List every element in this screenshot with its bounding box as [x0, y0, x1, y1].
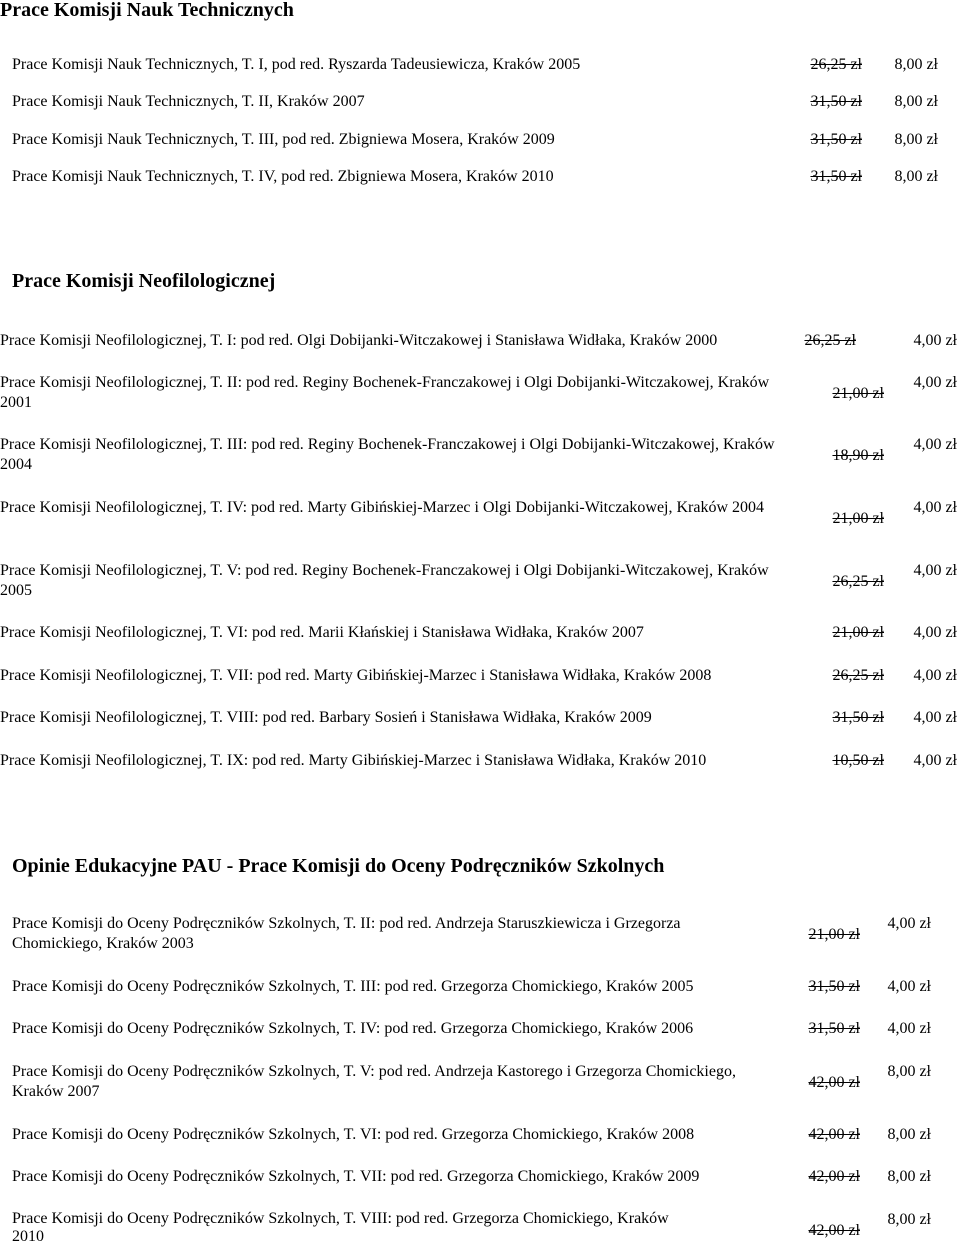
old-price: 26,25 zł	[832, 573, 884, 590]
item-title: Prace Komisji Nauk Technicznych, T. IV, pod red. Zbigniewa Mosera, Kraków 2010	[12, 168, 554, 185]
new-price: 8,00 zł	[894, 168, 938, 185]
old-price: 42,00 zł	[808, 1168, 860, 1185]
old-price: 21,00 zł	[832, 510, 884, 527]
list-item	[12, 1210, 942, 1246]
old-price: 21,00 zł	[832, 385, 884, 402]
list-item	[12, 1062, 942, 1102]
new-price: 8,00 zł	[894, 131, 938, 148]
old-price: 42,00 zł	[808, 1222, 860, 1239]
item-title: Prace Komisji Nauk Technicznych, T. III, pod red. Zbigniewa Mosera, Kraków 2009	[12, 131, 555, 148]
old-price: 31,50 zł	[810, 168, 862, 185]
old-price: 26,25 zł	[810, 56, 862, 73]
old-price: 31,50 zł	[808, 1020, 860, 1037]
item-title: Prace Komisji Nauk Technicznych, T. I, pod red. Ryszarda Tadeusiewicza, Kraków 2005	[12, 56, 581, 73]
new-price: 4,00 zł	[913, 667, 957, 684]
item-title: Prace Komisji do Oceny Podręczników Szkolnych, T. VIII: pod red. Grzegorza Chomickiego, Kraków 2010	[12, 1210, 669, 1245]
new-price: 4,00 zł	[913, 624, 957, 641]
old-price: 42,00 zł	[808, 1074, 860, 1091]
section-heading: Prace Komisji Nauk Technicznych	[0, 0, 294, 21]
new-price: 8,00 zł	[894, 93, 938, 110]
new-price: 4,00 zł	[913, 709, 957, 726]
list-item	[12, 914, 942, 954]
section-heading: Prace Komisji Neofilologicznej	[12, 270, 276, 292]
item-title: Prace Komisji Neofilologicznej, T. VI: pod red. Marii Kłańskiej i Stanisława Widłaka, Kraków 2007	[0, 624, 644, 641]
old-price: 31,50 zł	[808, 978, 860, 995]
item-title: Prace Komisji do Oceny Podręczników Szkolnych, T. II: pod red. Andrzeja Staruszkiewicza i Grzegorza Chomickiego, Kraków 2003	[12, 915, 681, 952]
item-title: Prace Komisji Neofilologicznej, T. IX: pod red. Marty Gibińskiej-Marzec i Stanisława Widłaka, Kraków 2010	[0, 752, 707, 769]
new-price: 8,00 zł	[887, 1211, 931, 1228]
new-price: 4,00 zł	[913, 562, 957, 579]
list-item	[12, 1019, 942, 1039]
item-title: Prace Komisji Nauk Technicznych, T. II, Kraków 2007	[12, 93, 365, 110]
old-price: 31,50 zł	[832, 709, 884, 726]
item-title: Prace Komisji do Oceny Podręczników Szkolnych, T. III: pod red. Grzegorza Chomickiego, Kraków 2005	[12, 978, 694, 995]
new-price: 4,00 zł	[887, 1020, 931, 1037]
new-price: 4,00 zł	[913, 752, 957, 769]
new-price: 8,00 zł	[894, 56, 938, 73]
item-title: Prace Komisji Neofilologicznej, T. V: pod red. Reginy Bochenek-Franczakowej i Olgi Dobijanki-Witczakowej, Kraków 2005	[0, 562, 769, 599]
new-price: 4,00 zł	[887, 978, 931, 995]
list-item	[12, 977, 942, 997]
old-price: 31,50 zł	[810, 93, 862, 110]
new-price: 4,00 zł	[913, 436, 957, 453]
item-title: Prace Komisji do Oceny Podręczników Szkolnych, T. V: pod red. Andrzeja Kastorego i Grzegorza Chomickiego, Kraków 2007	[12, 1063, 736, 1100]
item-title: Prace Komisji do Oceny Podręczników Szkolnych, T. VII: pod red. Grzegorza Chomickiego, Kraków 2009	[12, 1168, 700, 1185]
item-title: Prace Komisji Neofilologicznej, T. III: pod red. Reginy Bochenek-Franczakowej i Olgi Dobijanki-Witczakowej, Kraków 2004	[0, 436, 775, 473]
item-title: Prace Komisji do Oceny Podręczników Szkolnych, T. IV: pod red. Grzegorza Chomickiego, Kraków 2006	[12, 1020, 694, 1037]
old-price: 21,00 zł	[808, 926, 860, 943]
list-item	[12, 1125, 942, 1145]
new-price: 8,00 zł	[887, 1168, 931, 1185]
old-price: 26,25 zł	[804, 332, 856, 349]
list-item	[12, 1167, 942, 1187]
item-title: Prace Komisji do Oceny Podręczników Szkolnych, T. VI: pod red. Grzegorza Chomickiego, Kraków 2008	[12, 1126, 695, 1143]
old-price: 42,00 zł	[808, 1126, 860, 1143]
new-price: 8,00 zł	[887, 1126, 931, 1143]
new-price: 4,00 zł	[887, 915, 931, 932]
new-price: 4,00 zł	[913, 374, 957, 391]
old-price: 21,00 zł	[832, 624, 884, 641]
new-price: 8,00 zł	[887, 1063, 931, 1080]
item-title: Prace Komisji Neofilologicznej, T. VIII: pod red. Barbary Sosień i Stanisława Widłaka, Kraków 2009	[0, 709, 652, 726]
section-heading: Opinie Edukacyjne PAU - Prace Komisji do Oceny Podręczników Szkolnych	[12, 855, 665, 877]
item-title: Prace Komisji Neofilologicznej, T. VII: pod red. Marty Gibińskiej-Marzec i Stanisława Widłaka, Kraków 2008	[0, 667, 712, 684]
old-price: 10,50 zł	[832, 752, 884, 769]
item-title: Prace Komisji Neofilologicznej, T. IV: pod red. Marty Gibińskiej-Marzec i Olgi Dobijanki-Witczakowej, Kraków 2004	[0, 499, 765, 516]
old-price: 18,90 zł	[832, 447, 884, 464]
old-price: 26,25 zł	[832, 667, 884, 684]
item-title: Prace Komisji Neofilologicznej, T. II: pod red. Reginy Bochenek-Franczakowej i Olgi Dobijanki-Witczakowej, Kraków 2001	[0, 374, 770, 411]
new-price: 4,00 zł	[913, 499, 957, 516]
item-title: Prace Komisji Neofilologicznej, T. I: pod red. Olgi Dobijanki-Witczakowej i Stanisława Widłaka, Kraków 2000	[0, 332, 718, 349]
new-price: 4,00 zł	[913, 332, 957, 349]
old-price: 31,50 zł	[810, 131, 862, 148]
